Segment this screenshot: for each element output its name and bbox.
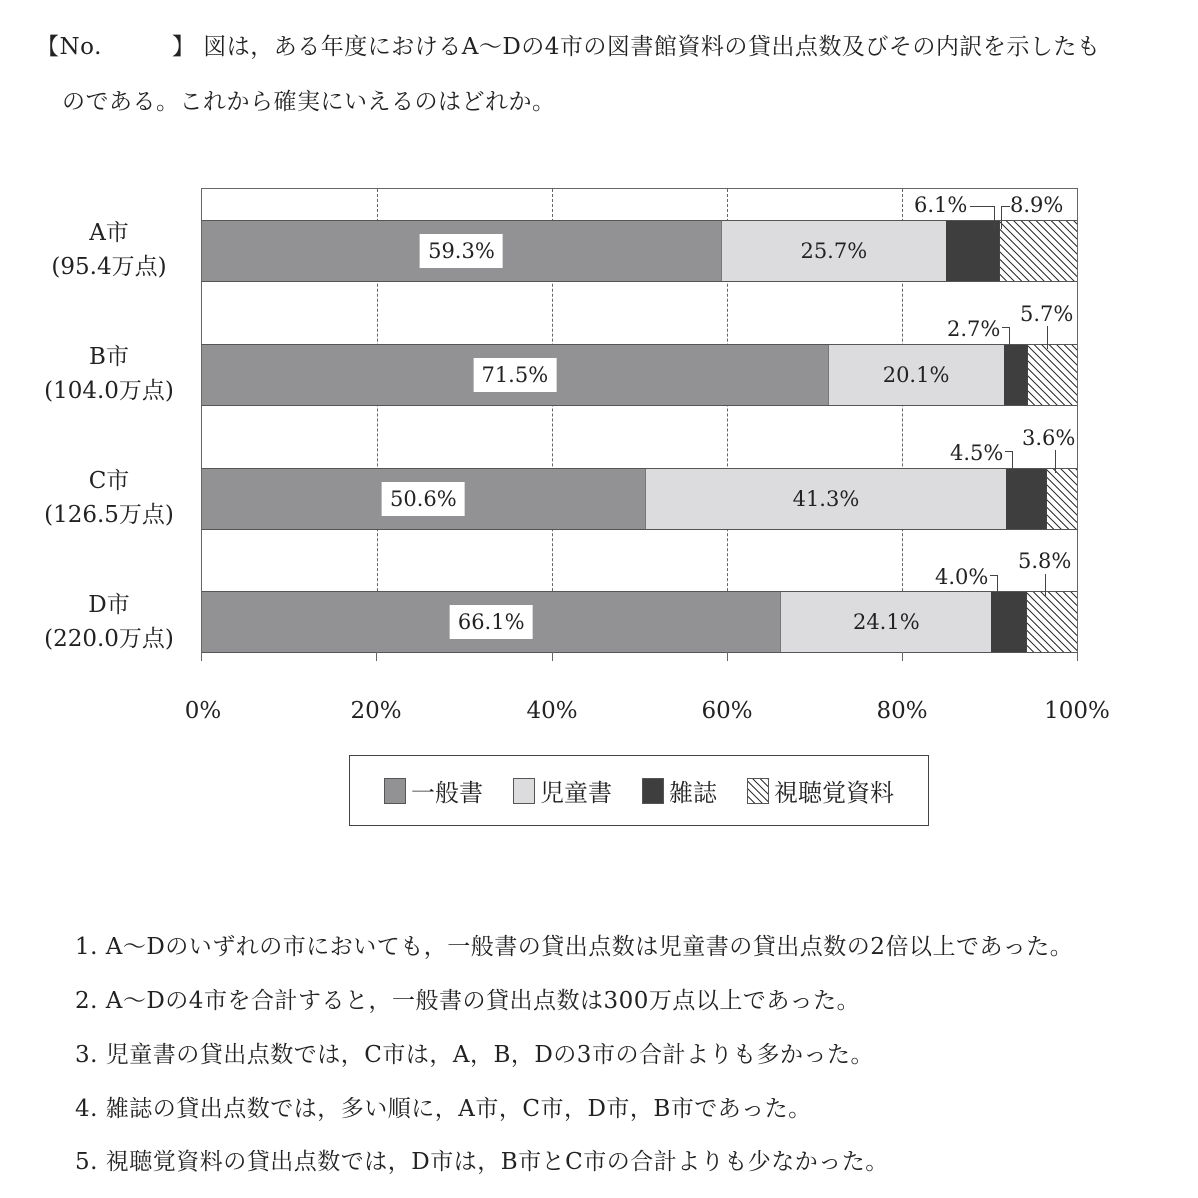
av-callout: 3.6% bbox=[1022, 426, 1076, 450]
axis-tick-label: 20% bbox=[350, 698, 402, 724]
magazine-callout: 2.7% bbox=[947, 317, 1001, 341]
legend-label: 一般書 bbox=[411, 779, 483, 807]
magazine-callout: 4.0% bbox=[935, 565, 989, 589]
leader-line bbox=[1045, 574, 1046, 597]
choice-2[interactable]: 2. A～Dの4市を合計すると，一般書の貸出点数は300万点以上であった。 bbox=[75, 988, 861, 1014]
bar-d bbox=[202, 591, 1077, 653]
leader-line bbox=[970, 206, 995, 229]
city-total: (126.5万点) bbox=[44, 502, 174, 528]
legend-swatch bbox=[384, 778, 406, 804]
city-name: C市 bbox=[88, 468, 130, 494]
segment-magazine bbox=[1004, 345, 1028, 405]
legend-label: 視聴覚資料 bbox=[774, 779, 894, 807]
leader-line bbox=[1002, 327, 1010, 350]
value-label: 71.5% bbox=[473, 358, 556, 392]
value-label: 20.1% bbox=[882, 363, 950, 387]
magazine-callout: 6.1% bbox=[914, 193, 968, 217]
segment-magazine bbox=[991, 592, 1026, 652]
leader-line bbox=[990, 575, 998, 598]
city-name: B市 bbox=[89, 344, 129, 370]
question-text-1: 図は，ある年度におけるA～Dの4市の図書館資料の貸出点数及びその内訳を示したも bbox=[203, 34, 1101, 60]
legend bbox=[349, 755, 929, 826]
stacked-bar-chart bbox=[201, 188, 1078, 652]
legend-item-general bbox=[384, 773, 483, 808]
value-label: 66.1% bbox=[450, 605, 533, 639]
row-label-d bbox=[24, 588, 194, 656]
legend-label: 雑誌 bbox=[669, 779, 717, 807]
question-line-1 bbox=[36, 28, 1100, 61]
axis-tick bbox=[376, 652, 377, 661]
legend-swatch bbox=[642, 778, 664, 804]
av-callout: 5.7% bbox=[1020, 302, 1074, 326]
axis-tick bbox=[1077, 652, 1078, 661]
row-label-a bbox=[24, 216, 194, 284]
value-label: 25.7% bbox=[800, 239, 868, 263]
legend-item-children bbox=[513, 773, 612, 808]
segment-magazine bbox=[946, 221, 999, 281]
axis-tick bbox=[902, 652, 903, 661]
segment-general bbox=[202, 221, 721, 281]
leader-line bbox=[1047, 326, 1048, 349]
question-number-prefix: 【No. bbox=[36, 34, 102, 60]
segment-general bbox=[202, 345, 828, 405]
question-line-2: のである。これから確実にいえるのはどれか。 bbox=[62, 89, 556, 115]
bar-a bbox=[202, 220, 1077, 282]
av-callout: 5.8% bbox=[1018, 549, 1072, 573]
city-total: (104.0万点) bbox=[44, 378, 174, 404]
value-label: 50.6% bbox=[382, 482, 465, 516]
value-label: 24.1% bbox=[852, 610, 920, 634]
city-total: (95.4万点) bbox=[51, 254, 167, 280]
segment-children bbox=[828, 345, 1004, 405]
av-callout: 8.9% bbox=[1010, 193, 1064, 217]
segment-general bbox=[202, 469, 645, 529]
choice-3[interactable]: 3. 児童書の貸出点数では，C市は，A，B，Dの3市の合計よりも多かった。 bbox=[75, 1042, 874, 1068]
axis-tick-label: 80% bbox=[876, 698, 928, 724]
city-name: A市 bbox=[89, 220, 129, 246]
legend-swatch bbox=[747, 778, 769, 804]
leader-line bbox=[1005, 451, 1013, 474]
axis-tick bbox=[552, 652, 553, 661]
row-label-c bbox=[24, 464, 194, 532]
legend-item-av bbox=[747, 773, 894, 808]
bar-c bbox=[202, 468, 1077, 530]
axis-tick bbox=[201, 652, 202, 661]
axis-tick bbox=[727, 652, 728, 661]
row-label-b bbox=[24, 340, 194, 408]
axis-tick-label: 40% bbox=[526, 698, 578, 724]
segment-magazine bbox=[1006, 469, 1045, 529]
segment-av bbox=[1027, 345, 1077, 405]
leader-line bbox=[1055, 450, 1056, 473]
magazine-callout: 4.5% bbox=[950, 441, 1004, 465]
legend-item-magazine bbox=[642, 773, 717, 808]
bar-b bbox=[202, 344, 1077, 406]
segment-children bbox=[645, 469, 1006, 529]
legend-label: 児童書 bbox=[540, 779, 612, 807]
segment-children bbox=[721, 221, 946, 281]
value-label: 59.3% bbox=[420, 234, 503, 268]
segment-children bbox=[780, 592, 991, 652]
axis-tick-label: 100% bbox=[1044, 698, 1110, 724]
city-total: (220.0万点) bbox=[44, 626, 174, 652]
leader-line bbox=[1001, 206, 1010, 229]
city-name: D市 bbox=[88, 592, 130, 618]
value-label: 41.3% bbox=[792, 487, 860, 511]
choice-1[interactable]: 1. A～Dのいずれの市においても，一般書の貸出点数は児童書の貸出点数の2倍以上であった。 bbox=[75, 934, 1074, 960]
axis-tick-label: 60% bbox=[701, 698, 753, 724]
segment-general bbox=[202, 592, 780, 652]
segment-av bbox=[999, 221, 1077, 281]
choice-4[interactable]: 4. 雑誌の貸出点数では，多い順に，A市，C市，D市，B市であった。 bbox=[75, 1096, 812, 1122]
segment-av bbox=[1026, 592, 1077, 652]
question-number-suffix: 】 bbox=[171, 34, 196, 60]
axis-tick-label: 0% bbox=[184, 698, 222, 724]
choice-5[interactable]: 5. 視聴覚資料の貸出点数では，D市は，B市とC市の合計よりも少なかった。 bbox=[75, 1149, 889, 1175]
legend-swatch bbox=[513, 778, 535, 804]
segment-av bbox=[1046, 469, 1078, 529]
